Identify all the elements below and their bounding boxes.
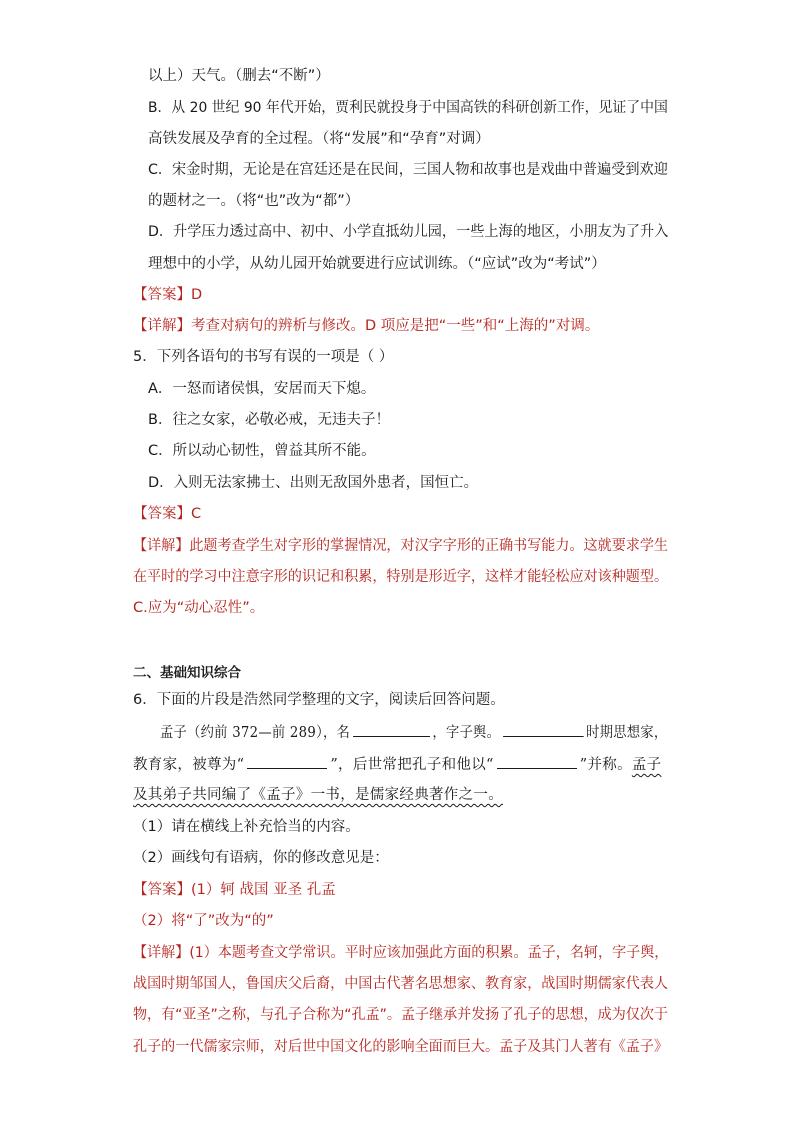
- section-heading: 二、基础知识综合: [133, 665, 241, 681]
- explanation-line: [133, 316, 599, 336]
- explanation-text: 考查对病句的辨析与修改。D 项应是把“一些”和“上海的”对调。: [191, 318, 600, 334]
- q5-explanation-continuation: 在平时的学习中注意字形的识记和积累，特别是形近字，这样才能轻松应对该种题型。: [133, 569, 669, 585]
- blank-title[interactable]: [247, 754, 327, 769]
- option-b-continuation: 高铁发展及孕育的全过程。（将“发展”和“孕育”对调）: [148, 131, 490, 147]
- q6-explanation-line: [133, 943, 668, 963]
- q6-answer-tag: 【答案】: [133, 882, 191, 898]
- answer-value: D: [191, 287, 203, 303]
- passage-text: 孟子（约前 372—前 289），名: [160, 725, 351, 741]
- q6-explanation-tag: 【详解】: [133, 945, 190, 961]
- q5-option-c: C．所以动心韧性，曾益其所不能。: [148, 443, 376, 459]
- answer-line: [133, 285, 202, 305]
- q6-explanation-continuation-3: 孔子的一代儒家宗师，对后世中国文化的影响全面而巨大。孟子及其门人著有《孟子》: [133, 1039, 669, 1055]
- underlined-sentence: 及其弟子共同编了《孟子》一书，是儒家经典著作之一。: [133, 787, 503, 803]
- underlined-sentence-start: 孟子: [631, 757, 662, 773]
- q6-answer-value: (1）轲 战国 亚圣 孔孟: [191, 882, 336, 898]
- q5-answer-value: C: [191, 506, 202, 522]
- option-a-continuation: 以上）天气。（删去“不断”）: [148, 68, 330, 84]
- passage-line-1: [160, 722, 667, 743]
- blank-name[interactable]: [353, 722, 430, 737]
- answer-tag: 【答案】: [133, 287, 191, 303]
- q5-option-a: A．一怒而诸侯惧，安居而天下熄。: [148, 381, 376, 397]
- sub-question-2: （2）画线句有语病，你的修改意见是：: [133, 850, 389, 866]
- q6-explanation-continuation-1: 战国时期邹国人，鲁国庆父后裔，中国古代著名思想家、教育家，战国时期儒家代表人: [133, 976, 669, 992]
- passage-text: 时期思想家，: [586, 725, 668, 741]
- passage-line-3: [133, 785, 503, 805]
- passage-text: ”并称。: [579, 757, 632, 773]
- q6-answer-line: [133, 880, 336, 900]
- explanation-tag: 【详解】: [133, 318, 191, 334]
- q6-answer-part-2: （2）将“了”改为“的”: [133, 913, 274, 929]
- q5-explanation-end: C.应为“动心忍性”。: [133, 600, 265, 616]
- option-c-continuation: 的题材之一。（将“也”改为“都”）: [148, 193, 360, 209]
- q5-answer-tag: 【答案】: [133, 506, 191, 522]
- question-5: 5．下列各语句的书写有误的一项是（ ）: [133, 349, 394, 365]
- passage-text: ，字子舆。: [432, 725, 501, 741]
- passage-line-2: [133, 754, 661, 775]
- q5-option-b: B．往之女家，必敬必戒，无违夫子！: [148, 412, 390, 428]
- passage-text: ”，后世常把孔子和他以“: [330, 757, 494, 773]
- option-c: C．宋金时期，无论是在宫廷还是在民间，三国人物和故事也是戏曲中普遍受到欢迎: [148, 162, 668, 178]
- q5-explanation-text: 此题考查学生对字形的掌握情况，对汉字字形的正确书写能力。这就要求学生: [189, 538, 669, 554]
- option-d-continuation: 理想中的小学，从幼儿园开始就要进行应试训练。（“应试”改为“考试”）: [148, 256, 606, 272]
- q5-explanation-tag: 【详解】: [133, 538, 190, 554]
- sub-question-1: （1）请在横线上补充恰当的内容。: [133, 819, 360, 835]
- question-6: 6．下面的片段是浩然同学整理的文字，阅读后回答问题。: [133, 692, 505, 708]
- passage-text: 教育家，被尊为“: [133, 757, 245, 773]
- q6-explanation-text: (1）本题考查文学常识。平时应该加强此方面的积累。孟子，名轲，字子舆，: [189, 945, 669, 961]
- q5-explanation-line: [133, 536, 668, 556]
- q5-option-d: D．入则无法家拂士、出则无敌国外患者，国恒亡。: [148, 475, 479, 491]
- option-d: D．升学压力透过高中、初中、小学直抵幼儿园，一些上海的地区，小朋友为了升入: [148, 224, 669, 240]
- q6-explanation-continuation-2: 物，有“亚圣”之称，与孔子合称为“孔孟”。孟子继承并发扬了孔子的思想，成为仅次于: [133, 1007, 668, 1023]
- q5-answer-line: [133, 504, 201, 524]
- blank-pair[interactable]: [497, 754, 577, 769]
- blank-period[interactable]: [503, 722, 584, 737]
- option-b: B．从 20 世纪 90 年代开始，贾利民就投身于中国高铁的科研创新工作，见证了中国: [148, 100, 668, 116]
